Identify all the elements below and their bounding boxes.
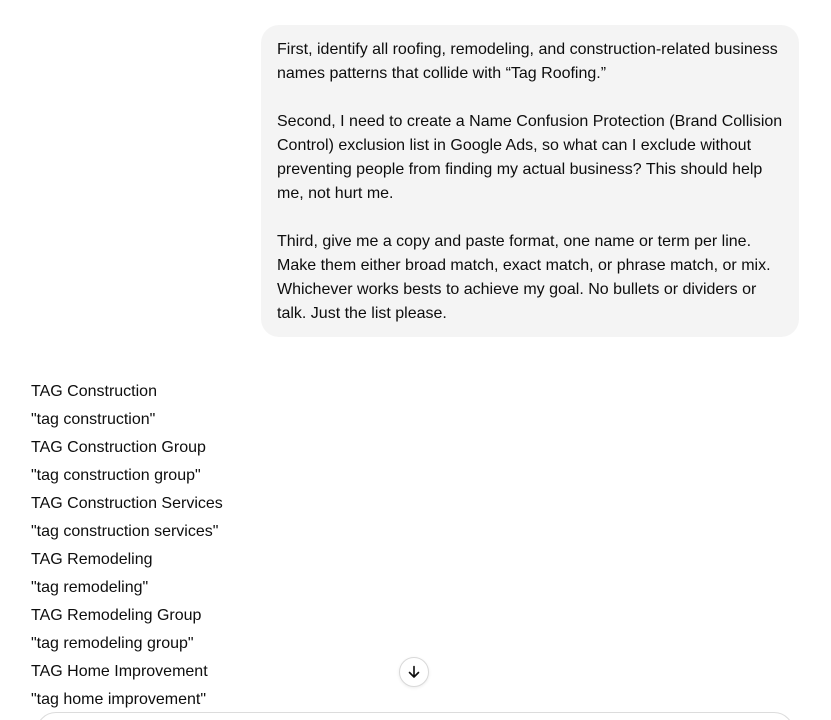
reply-line: "tag construction" <box>31 411 156 428</box>
assistant-reply <box>31 378 223 714</box>
reply-line: "tag home improvement" <box>31 691 206 708</box>
reply-line: TAG Remodeling Group <box>31 607 202 624</box>
reply-line: "tag construction services" <box>31 523 219 540</box>
user-message-paragraph-3: Third, give me a copy and paste format, one name or term per line. Make them either broad match, exact match, or phrase match, or mix. Whichever works bests to achieve my goal. No bullets or dividers or talk. Just the list please. <box>277 233 771 322</box>
reply-line: TAG Construction Services <box>31 495 223 512</box>
reply-line: TAG Home Improvement <box>31 663 208 680</box>
reply-line: TAG Remodeling <box>31 551 153 568</box>
scroll-to-bottom-button[interactable] <box>399 657 429 687</box>
user-message-paragraph-2: Second, I need to create a Name Confusion Protection (Brand Collision Control) exclusion list in Google Ads, so what can I exclude without preventing people from finding my actual business? This should help me, not hurt me. <box>277 113 783 202</box>
reply-line: "tag remodeling group" <box>31 635 194 652</box>
reply-line: "tag construction group" <box>31 467 201 484</box>
reply-line: "tag remodeling" <box>31 579 149 596</box>
user-message-paragraph-1: First, identify all roofing, remodeling, and construction-related business names patterns that collide with “Tag Roofing.” <box>277 41 778 82</box>
user-message-bubble <box>261 25 799 337</box>
message-composer[interactable] <box>36 712 794 720</box>
arrow-down-icon <box>406 664 422 680</box>
reply-line: TAG Construction <box>31 383 157 400</box>
reply-line: TAG Construction Group <box>31 439 206 456</box>
